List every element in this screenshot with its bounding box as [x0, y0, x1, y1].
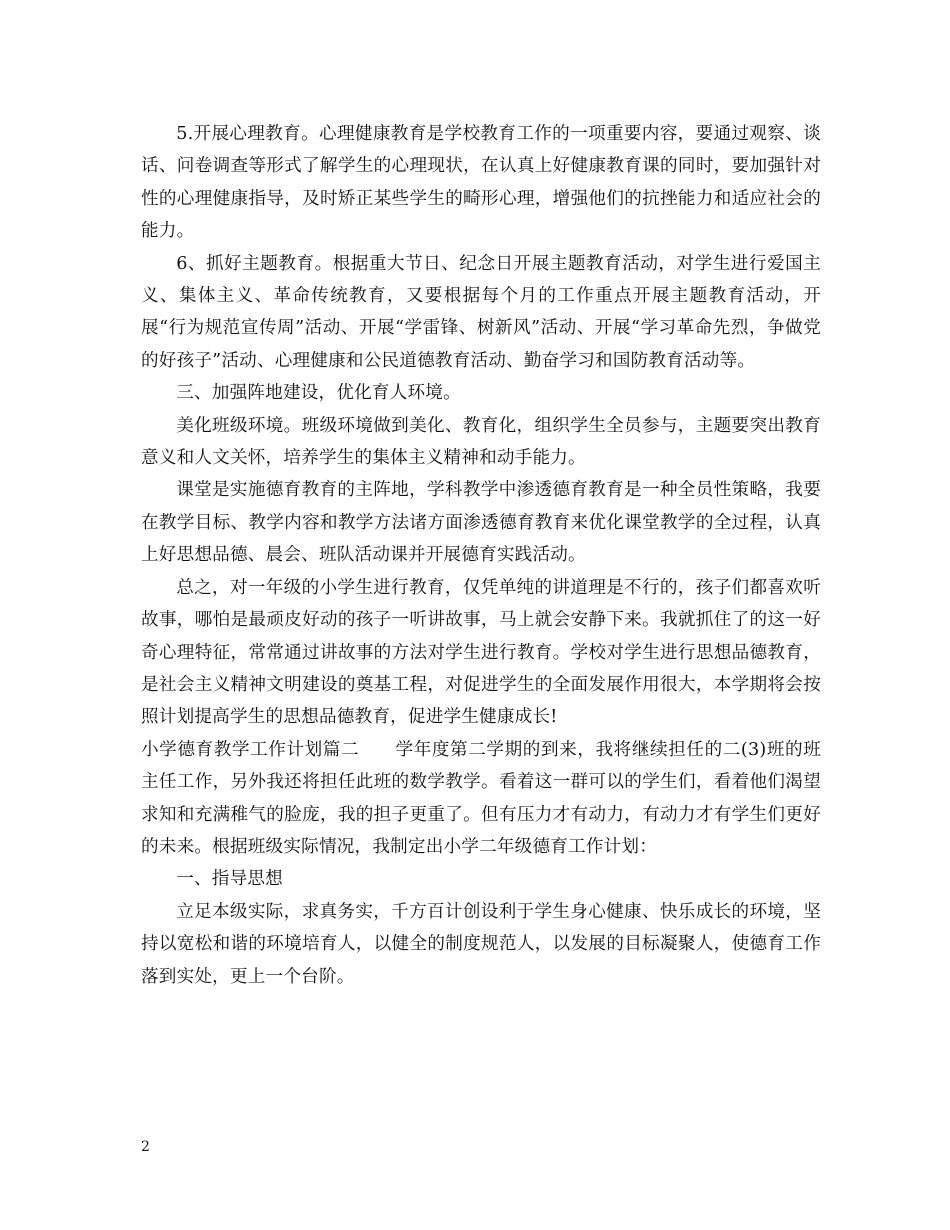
- paragraph-summary: 总之，对一年级的小学生进行教育，仅凭单纯的讲道理是不行的，孩子们都喜欢听故事，哪怕是最顽皮好动的孩子一听讲故事，马上就会安静下来。我就抓住了的这一好奇心理特征，常常通过讲故事的方法对学生进行教育。学校对学生进行思想品德教育，是社会主义精神文明建设的奠基工程，对促进学生的全面发展作用很大，本学期将会按照计划提高学生的思想品德教育，促进学生健康成长!: [141, 577, 821, 728]
- paragraph-psychology-education: 5.开展心理教育。心理健康教育是学校教育工作的一项重要内容，要通过观察、谈话、问卷调查等形式了解学生的心理现状，在认真上好健康教育课的同时，要加强针对性的心理健康指导，及时矫正某些学生的畸形心理，增强他们的抗挫能力和适应社会的能力。: [141, 124, 821, 242]
- paragraph-classroom-moral-education: 课堂是实施德育教育的主阵地，学科教学中渗透德育教育是一种全员性策略，我要在教学目标、教学内容和教学方法诸方面渗透德育教育来优化课堂教学的全过程，认真上好思想品德、晨会、班队活动课并开展德育实践活动。: [141, 480, 821, 566]
- paragraph-theme-education: 6、抓好主题教育。根据重大节日、纪念日开展主题教育活动，对学生进行爱国主义、集体主义、革命传统教育，又要根据每个月的工作重点开展主题教育活动，开展“行为规范宣传周”活动、开展“学雷锋、树新风”活动、开展“学习革命先烈，争做党的好孩子”活动、心理健康和公民道德教育活动、勤奋学习和国防教育活动等。: [141, 253, 821, 371]
- paragraph-guiding-ideology: 立足本级实际，求真务实，千方百计创设利于学生身心健康、快乐成长的环境，坚持以宽松和谐的环境培育人，以健全的制度规范人，以发展的目标凝聚人，使德育工作落到实处，更上一个台阶。: [141, 901, 821, 987]
- section-heading-three: 三、加强阵地建设，优化育人环境。: [176, 383, 461, 404]
- plan-part-two-intro: 小学德育教学工作计划篇二 学年度第二学期的到来，我将继续担任的二(3)班的班主任工作，另外我还将担任此班的数学教学。看着这一群可以的学生们，看着他们渴望求知和充满稚气的脸庞，我的担子更重了。但有压力才有动力，有动力才有学生们更好的未来。根据班级实际情况，我制定出小学二年级德育工作计划：: [141, 739, 821, 857]
- paragraph-class-environment: 美化班级环境。班级环境做到美化、教育化，组织学生全员参与，主题要突出教育意义和人文关怀，培养学生的集体主义精神和动手能力。: [141, 415, 821, 469]
- page-number: 2: [141, 1139, 150, 1155]
- section-heading-guiding-ideology: 一、指导思想: [176, 869, 283, 890]
- document-body: [141, 118, 821, 993]
